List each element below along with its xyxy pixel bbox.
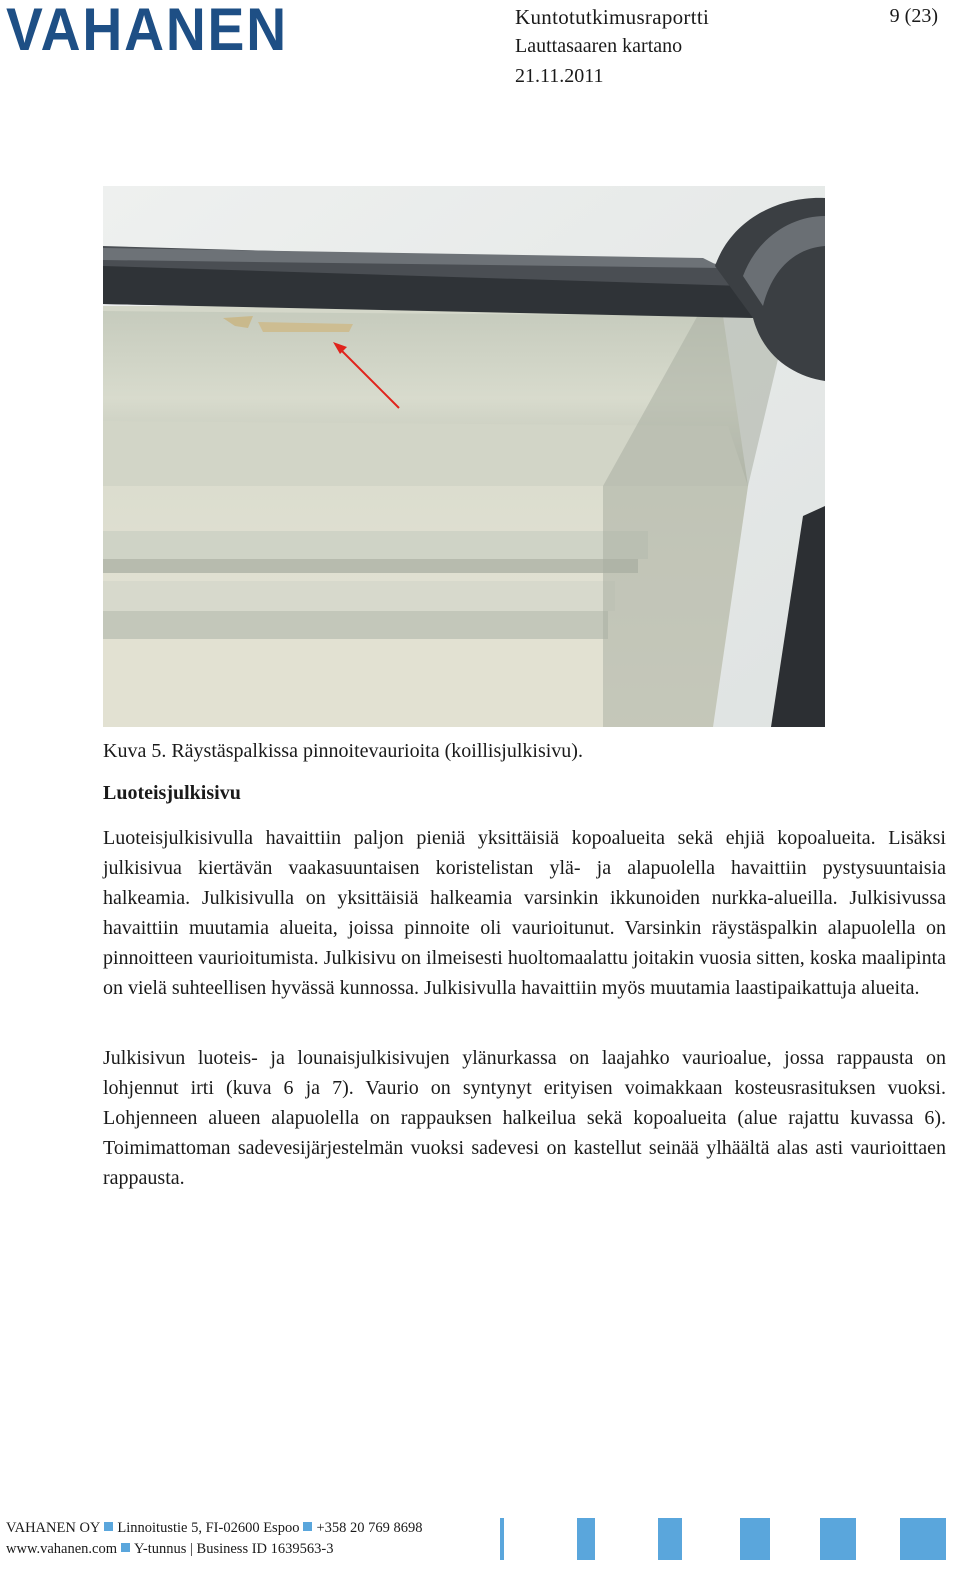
figure-caption: Kuva 5. Räystäspalkissa pinnoitevaurioita (koillisjulkisivu). xyxy=(103,740,583,762)
svg-text:VAHANEN: VAHANEN xyxy=(6,0,288,58)
square-bullet-icon xyxy=(104,1522,113,1531)
vahanen-logo xyxy=(6,0,296,58)
footer-address: Linnoitustie 5, FI-02600 Espoo xyxy=(117,1520,300,1536)
body-paragraph-1: Luoteisjulkisivulla havaittiin paljon pieniä yksittäisiä kopoalueita sekä ehjiä kopoalueita. Lisäksi julkisivua kiertävän vaakasuuntaisen koristelistan ylä- ja alapuolella havaittiin pystysuuntaisia halkeamia. Julkisivulla on yksittäisiä halkeamia varsinkin ikkunoiden nurkka-alueilla. Julkisivussa havaittiin muutamia alueita, joissa pinnoite oli vaurioitunut. Varsinkin räystäspalkin alapuolella on pinnoitteen vaurioitumista. Julkisivu on ilmeisesti huoltomaalattu joitakin vuosia sitten, koska maalipinta on vielä suhteellisen hyvässä kunnossa. Julkisivulla havaittiin myös muutamia laastipaikattuja alueita. xyxy=(103,827,946,999)
footer-business-id: Y-tunnus | Business ID 1639563-3 xyxy=(134,1541,334,1557)
report-date: 21.11.2011 xyxy=(515,65,604,87)
eave-photo xyxy=(103,186,825,727)
report-title: Kuntotutkimusraportti xyxy=(515,5,710,29)
footer-line-2 xyxy=(6,1541,333,1558)
square-bullet-icon xyxy=(303,1522,312,1531)
footer-company: VAHANEN OY xyxy=(6,1520,101,1536)
page-number: 9 (23) xyxy=(889,5,938,27)
footer-website[interactable]: www.vahanen.com xyxy=(6,1541,117,1557)
report-subtitle: Lauttasaaren kartano xyxy=(515,35,683,57)
footer-line-1 xyxy=(6,1520,423,1537)
section-heading: Luoteisjulkisivu xyxy=(103,782,241,804)
body-paragraph-2: Julkisivun luoteis- ja lounaisjulkisivujen ylänurkassa on laajahko vaurioalue, jossa rappausta on lohjennut irti (kuva 6 ja 7). Vaurio on syntynyt erityisen voimakkaan kosteusrasituksen vuoksi. Lohjenneen alueen alapuolella on rappauksen halkeilua sekä kopoalueita (alue rajattu kuvassa 6). Toimimattoman sadevesijärjestelmän vuoksi sadevesi on kastellut seinää ylhäältä alas asti vaurioittaen rappausta. xyxy=(103,1047,946,1189)
footer-decorative-bars xyxy=(495,1516,955,1562)
footer-phone: +358 20 769 8698 xyxy=(316,1520,423,1536)
square-bullet-icon xyxy=(121,1543,130,1552)
